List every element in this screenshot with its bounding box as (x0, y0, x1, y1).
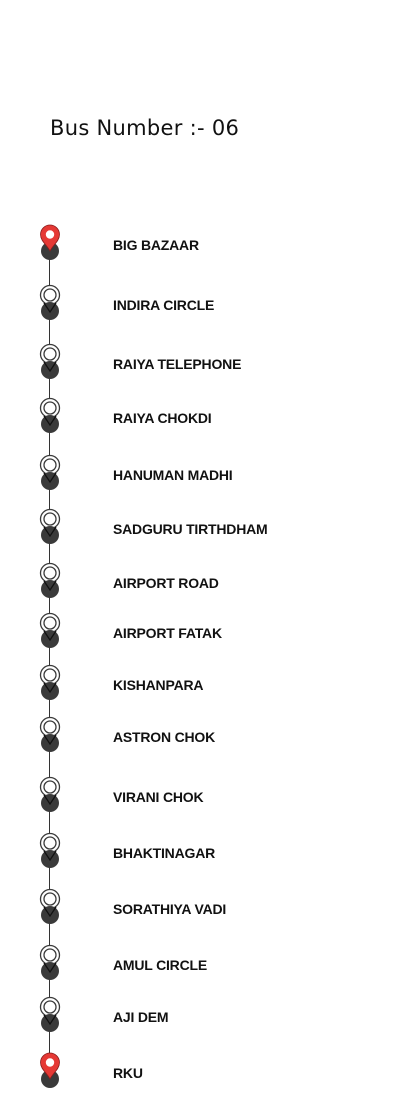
stop-name: RAIYA CHOKDI (113, 410, 212, 426)
stop-node-icon (38, 941, 62, 989)
stop-name: AJI DEM (113, 1009, 169, 1025)
stop-node-icon (38, 713, 62, 761)
stop-node-icon (38, 559, 62, 607)
stop-name: AIRPORT ROAD (113, 575, 219, 591)
stop-name: RKU (113, 1065, 143, 1081)
stop-name: BHAKTINAGAR (113, 845, 216, 861)
stop-name: AMUL CIRCLE (113, 957, 207, 973)
stop-node-icon (38, 451, 62, 499)
location-pin-icon (38, 221, 62, 269)
stop-node-icon (38, 773, 62, 821)
location-pin-icon (38, 1049, 62, 1097)
stop-node-icon (38, 661, 62, 709)
stop-name: HANUMAN MADHI (113, 467, 233, 483)
stop-node-icon (38, 609, 62, 657)
stop-node-icon (38, 340, 62, 388)
stop-node-icon (38, 829, 62, 877)
stop-name: SADGURU TIRTHDHAM (113, 521, 268, 537)
stop-node-icon (38, 505, 62, 553)
stop-name: ASTRON CHOK (113, 729, 216, 745)
stop-node-icon (38, 885, 62, 933)
page-title: Bus Number :- 06 (50, 116, 240, 140)
stop-name: RAIYA TELEPHONE (113, 356, 242, 372)
stop-name: KISHANPARA (113, 677, 204, 693)
stop-node-icon (38, 993, 62, 1041)
stop-name: AIRPORT FATAK (113, 625, 222, 641)
stop-name: SORATHIYA VADI (113, 901, 227, 917)
stop-node-icon (38, 394, 62, 442)
stop-name: INDIRA CIRCLE (113, 297, 215, 313)
stop-node-icon (38, 281, 62, 329)
stop-name: BIG BAZAAR (113, 237, 199, 253)
stop-name: VIRANI CHOK (113, 789, 204, 805)
